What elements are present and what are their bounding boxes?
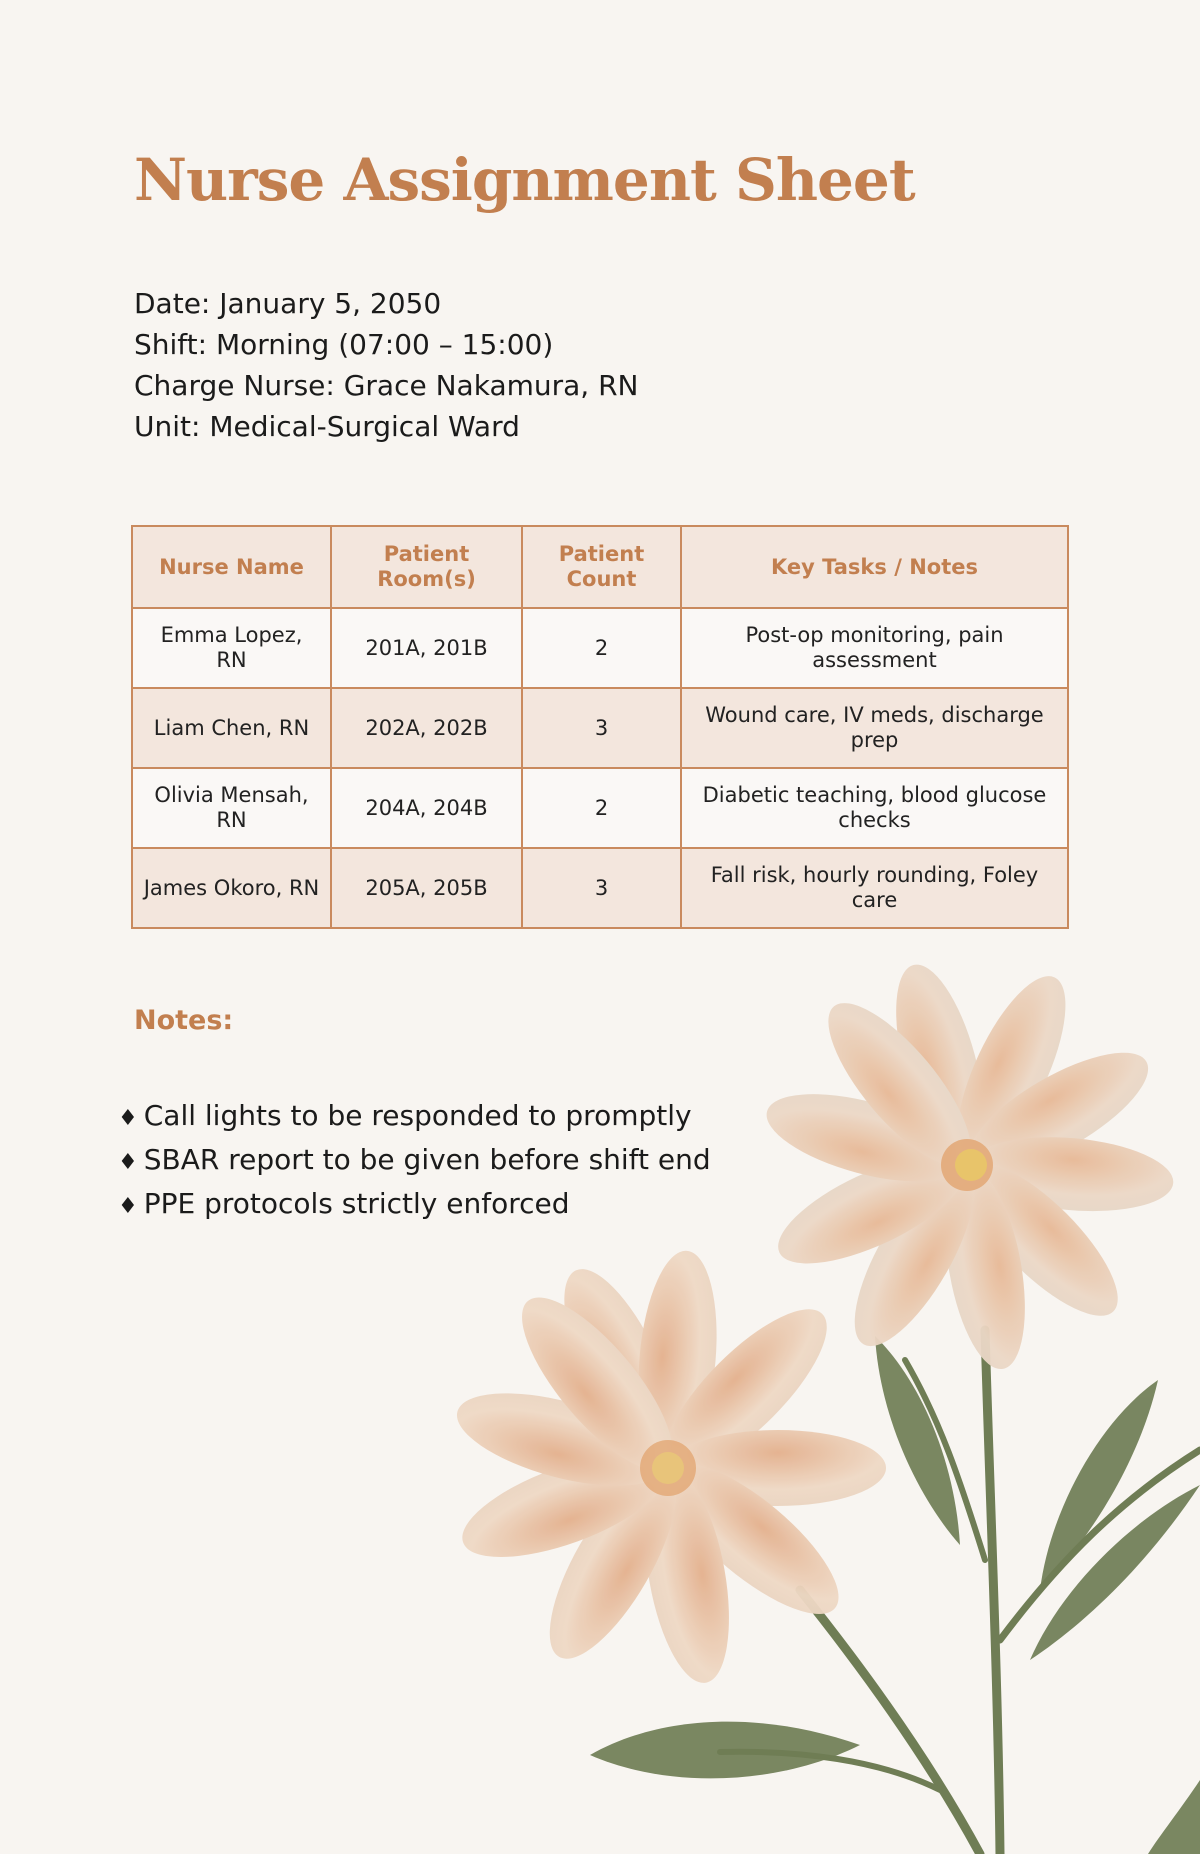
shift-info	[134, 283, 639, 447]
diamond-bullet-icon: ♦	[118, 1106, 138, 1131]
cell-count: 3	[522, 848, 681, 928]
cell-tasks: Post-op monitoring, pain assessment	[681, 608, 1068, 688]
cell-nurse: Emma Lopez, RN	[132, 608, 331, 688]
list-item	[118, 1095, 711, 1139]
note-text: PPE protocols strictly enforced	[143, 1187, 570, 1220]
note-text: SBAR report to be given before shift end	[143, 1143, 711, 1176]
cell-count: 2	[522, 768, 681, 848]
cell-tasks: Fall risk, hourly rounding, Foley care	[681, 848, 1068, 928]
table-row	[132, 768, 1068, 848]
shift-time: Shift: Morning (07:00 – 15:00)	[134, 328, 554, 361]
cell-tasks: Wound care, IV meds, discharge prep	[681, 688, 1068, 768]
cell-count: 3	[522, 688, 681, 768]
unit-name: Unit: Medical-Surgical Ward	[134, 410, 520, 443]
flower-stems	[720, 1330, 1200, 1854]
header-patient-count: Patient Count	[522, 526, 681, 608]
flower-bottom-left	[448, 1248, 886, 1690]
cell-tasks: Diabetic teaching, blood glucose checks	[681, 768, 1068, 848]
leaves	[590, 1336, 1200, 1854]
list-item	[118, 1139, 711, 1183]
cell-nurse: Olivia Mensah, RN	[132, 768, 331, 848]
cell-count: 2	[522, 608, 681, 688]
list-item	[118, 1183, 711, 1227]
cell-rooms: 205A, 205B	[331, 848, 522, 928]
notes-heading: Notes:	[134, 1005, 234, 1036]
diamond-bullet-icon: ♦	[118, 1194, 138, 1219]
header-nurse-name: Nurse Name	[132, 526, 331, 608]
table-row	[132, 688, 1068, 768]
charge-nurse: Charge Nurse: Grace Nakamura, RN	[134, 369, 639, 402]
notes-list	[118, 1095, 711, 1227]
page-title: Nurse Assignment Sheet	[134, 146, 915, 214]
cell-rooms: 202A, 202B	[331, 688, 522, 768]
cell-rooms: 201A, 201B	[331, 608, 522, 688]
header-key-tasks: Key Tasks / Notes	[681, 526, 1068, 608]
table-row	[132, 848, 1068, 928]
header-patient-rooms: Patient Room(s)	[331, 526, 522, 608]
cell-nurse: James Okoro, RN	[132, 848, 331, 928]
shift-date: Date: January 5, 2050	[134, 287, 442, 320]
flower-top-right	[758, 956, 1177, 1375]
table-header-row	[132, 526, 1068, 608]
cell-nurse: Liam Chen, RN	[132, 688, 331, 768]
assignment-table	[131, 525, 1069, 929]
diamond-bullet-icon: ♦	[118, 1150, 138, 1175]
note-text: Call lights to be responded to promptly	[143, 1099, 692, 1132]
cell-rooms: 204A, 204B	[331, 768, 522, 848]
table-row	[132, 608, 1068, 688]
